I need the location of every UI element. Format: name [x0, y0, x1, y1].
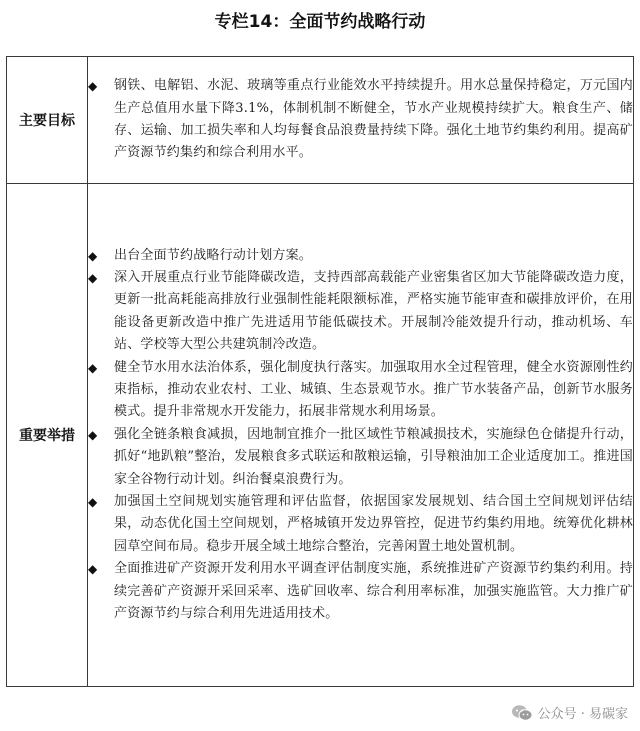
diamond-bullet-icon: ◆: [88, 427, 98, 442]
watermark: [511, 703, 628, 722]
diamond-bullet-icon: ◆: [88, 495, 98, 510]
list-item-text: 全面推进矿产资源开发利用水平调查评估制度实施，系统推进矿产资源节约集约利用。持续完善矿产资源开采回采率、选矿回收率、综合利用率标准，加强实施监管。大力推广矿产资源节约与综合利用先进适用技术。: [114, 561, 633, 622]
wechat-icon: [511, 704, 533, 722]
list-item: [88, 245, 633, 267]
diamond-bullet-icon: ◆: [88, 360, 98, 375]
list-item-text: 出台全面节约战略行动计划方案。: [114, 247, 313, 263]
content-table: [6, 56, 634, 687]
list-item: [88, 424, 633, 491]
watermark-text: 公众号 · 易碳家: [537, 707, 628, 722]
table-row-measures: [7, 184, 634, 687]
row-label: 主要目标: [7, 57, 88, 184]
list-item-text: 健全节水用水法治体系，强化制度执行落实。加强取用水全过程管理，健全水资源刚性约束指标，推动农业农村、工业、城镇、生态景观节水。推广节水装备产品，创新节水服务模式。提升非常规水开发能力，拓展非常规水利用场景。: [114, 359, 633, 420]
list-item: [88, 558, 633, 625]
row-label: 重要举措: [7, 184, 88, 687]
list-item-text: 钢铁、电解铝、水泥、玻璃等重点行业能效水平持续提升。用水总量保持稳定，万元国内生产总值用水量下降3.1%，体制机制不断健全，节水产业规模持续扩大。粮食生产、储存、运输、加工损失率和人均每餐食品浪费量持续下降。强化土地节约集约利用。提高矿产资源节约集约和综合利用水平。: [114, 78, 633, 161]
diamond-bullet-icon: ◆: [88, 79, 98, 94]
diamond-bullet-icon: ◆: [88, 270, 98, 285]
list-item: [88, 357, 633, 424]
list-item-text: 加强国土空间规划实施管理和评估监督，依据国家发展规划、结合国土空间规划评估结果，动态优化国土空间规划，严格城镇开发边界管控，促进节约集约用地。统筹优化耕林园草空间布局。稳步开展全域土地综合整治，完善闲置土地处置机制。: [114, 494, 633, 554]
table-row-goals: [7, 57, 634, 184]
list-item-text: 强化全链条粮食减损，因地制宜推介一批区域性节粮减损技术，实施绿色仓储提升行动，抓好“地趴粮”整治，发展粮食多式联运和散粮运输，引导粮油加工企业适度加工。推进国家全谷物行动计划。纠治餐桌浪费行为。: [114, 426, 633, 487]
list-item-text: 深入开展重点行业节能降碳改造，支持西部高载能产业密集省区加大节能降碳改造力度，更新一批高耗能高排放行业强制性能耗限额标准，严格实施节能审查和碳排放评价，在用能设备更新改造中推广先进适用节能低碳技术。开展制冷能效提升行动，推动机场、车站、学校等大型公共建筑制冷改造。: [114, 269, 633, 353]
list-item: [88, 491, 633, 558]
row-content: [88, 57, 634, 184]
diamond-bullet-icon: ◆: [88, 562, 98, 577]
list-item: [88, 267, 633, 357]
page-title: 专栏14：全面节约战略行动: [214, 12, 426, 32]
diamond-bullet-icon: ◆: [88, 248, 98, 263]
list-item: [88, 75, 633, 165]
row-content: [88, 184, 634, 687]
